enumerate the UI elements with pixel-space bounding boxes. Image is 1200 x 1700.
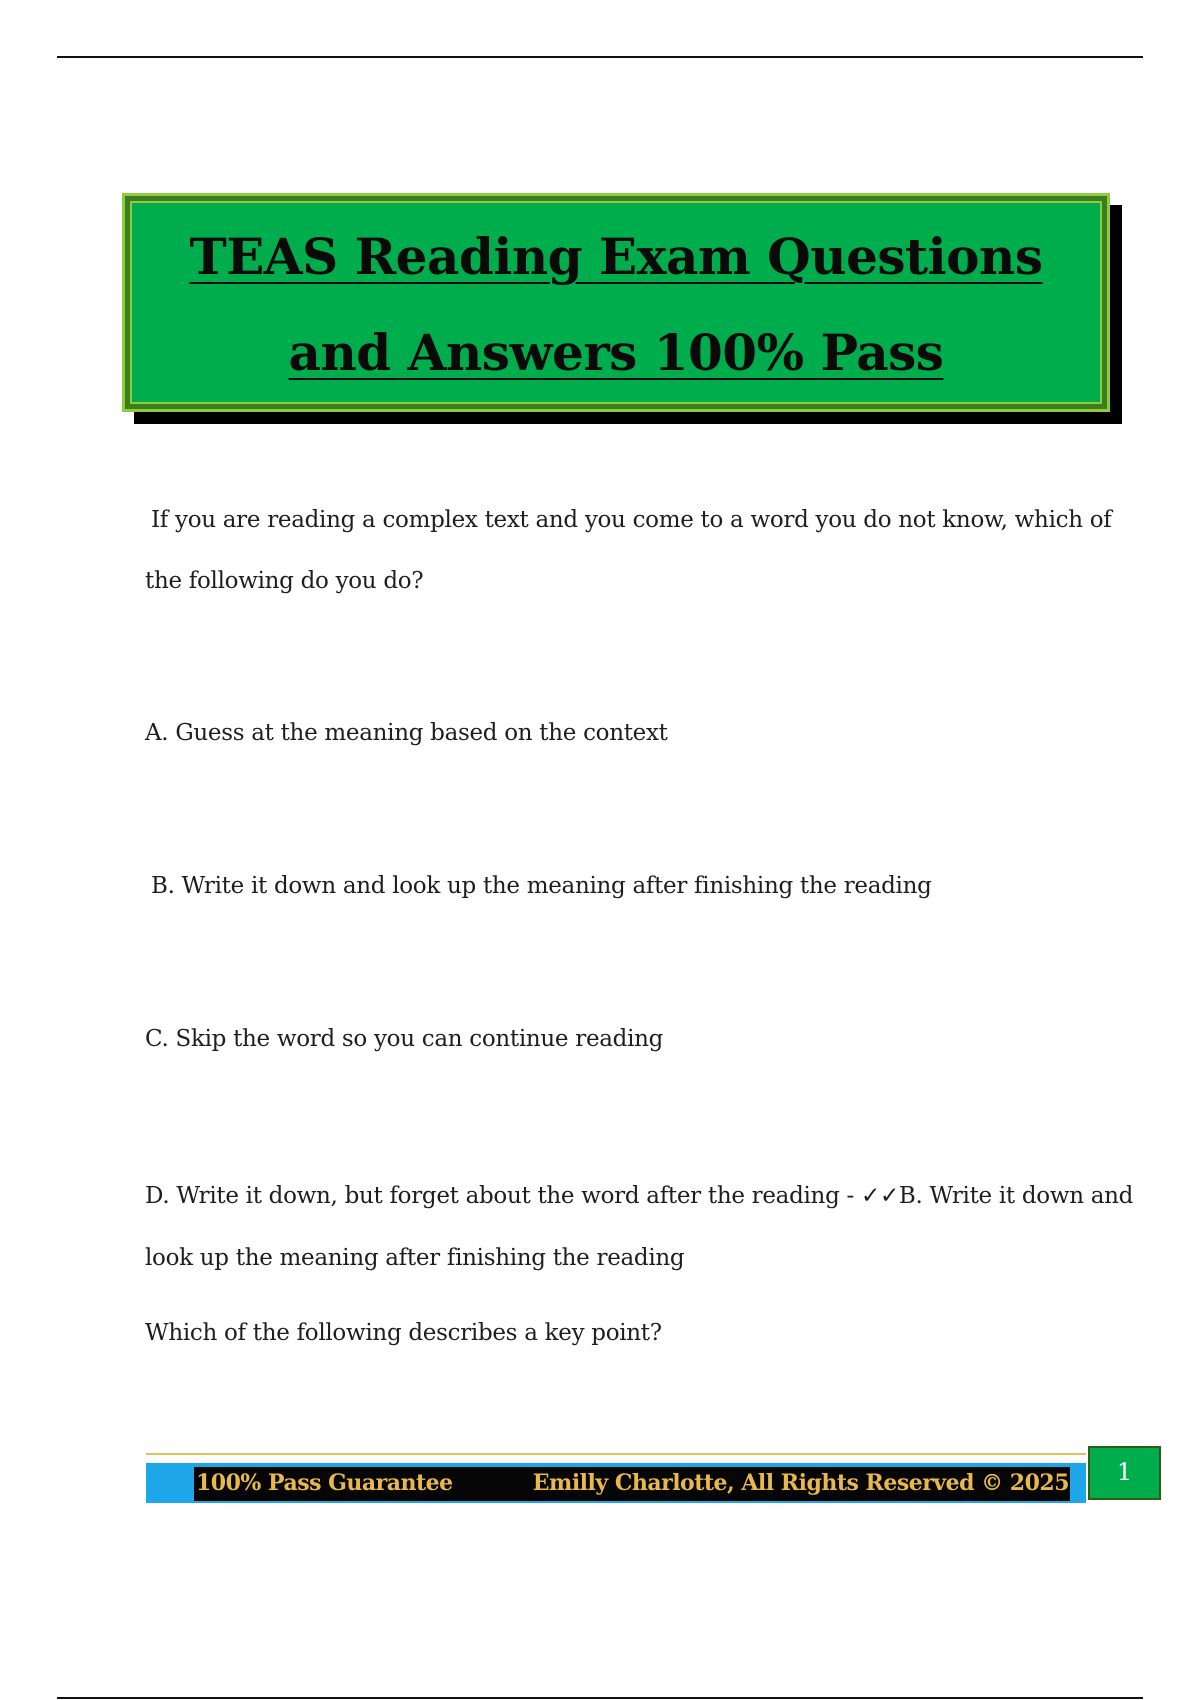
footer-copyright-text: Emilly Charlotte, All Rights Reserved © 2025 [532, 1470, 1069, 1496]
bottom-rule [57, 1697, 1143, 1699]
question-1-line-1: If you are reading a complex text and you come to a word you do not know, which of [151, 507, 1112, 533]
question-1-line-2: the following do you do? [145, 568, 424, 594]
option-c: C. Skip the word so you can continue reading [145, 1026, 664, 1052]
document-title: TEAS Reading Exam Questions and Answers 100% Pass [189, 227, 1043, 382]
footer-guarantee-text: 100% Pass Guarantee [196, 1470, 453, 1496]
option-a: A. Guess at the meaning based on the context [145, 720, 668, 746]
option-d-line-1: D. Write it down, but forget about the word after the reading - ✓✓B. Write it down and [145, 1183, 1134, 1209]
option-d-line-2: look up the meaning after finishing the reading [145, 1245, 685, 1271]
page-number: 1 [1088, 1446, 1161, 1500]
footer-divider [146, 1453, 1086, 1455]
option-b: B. Write it down and look up the meaning after finishing the reading [151, 873, 932, 899]
title-banner [124, 195, 1108, 410]
question-2: Which of the following describes a key point? [145, 1320, 662, 1346]
top-rule [57, 56, 1143, 58]
